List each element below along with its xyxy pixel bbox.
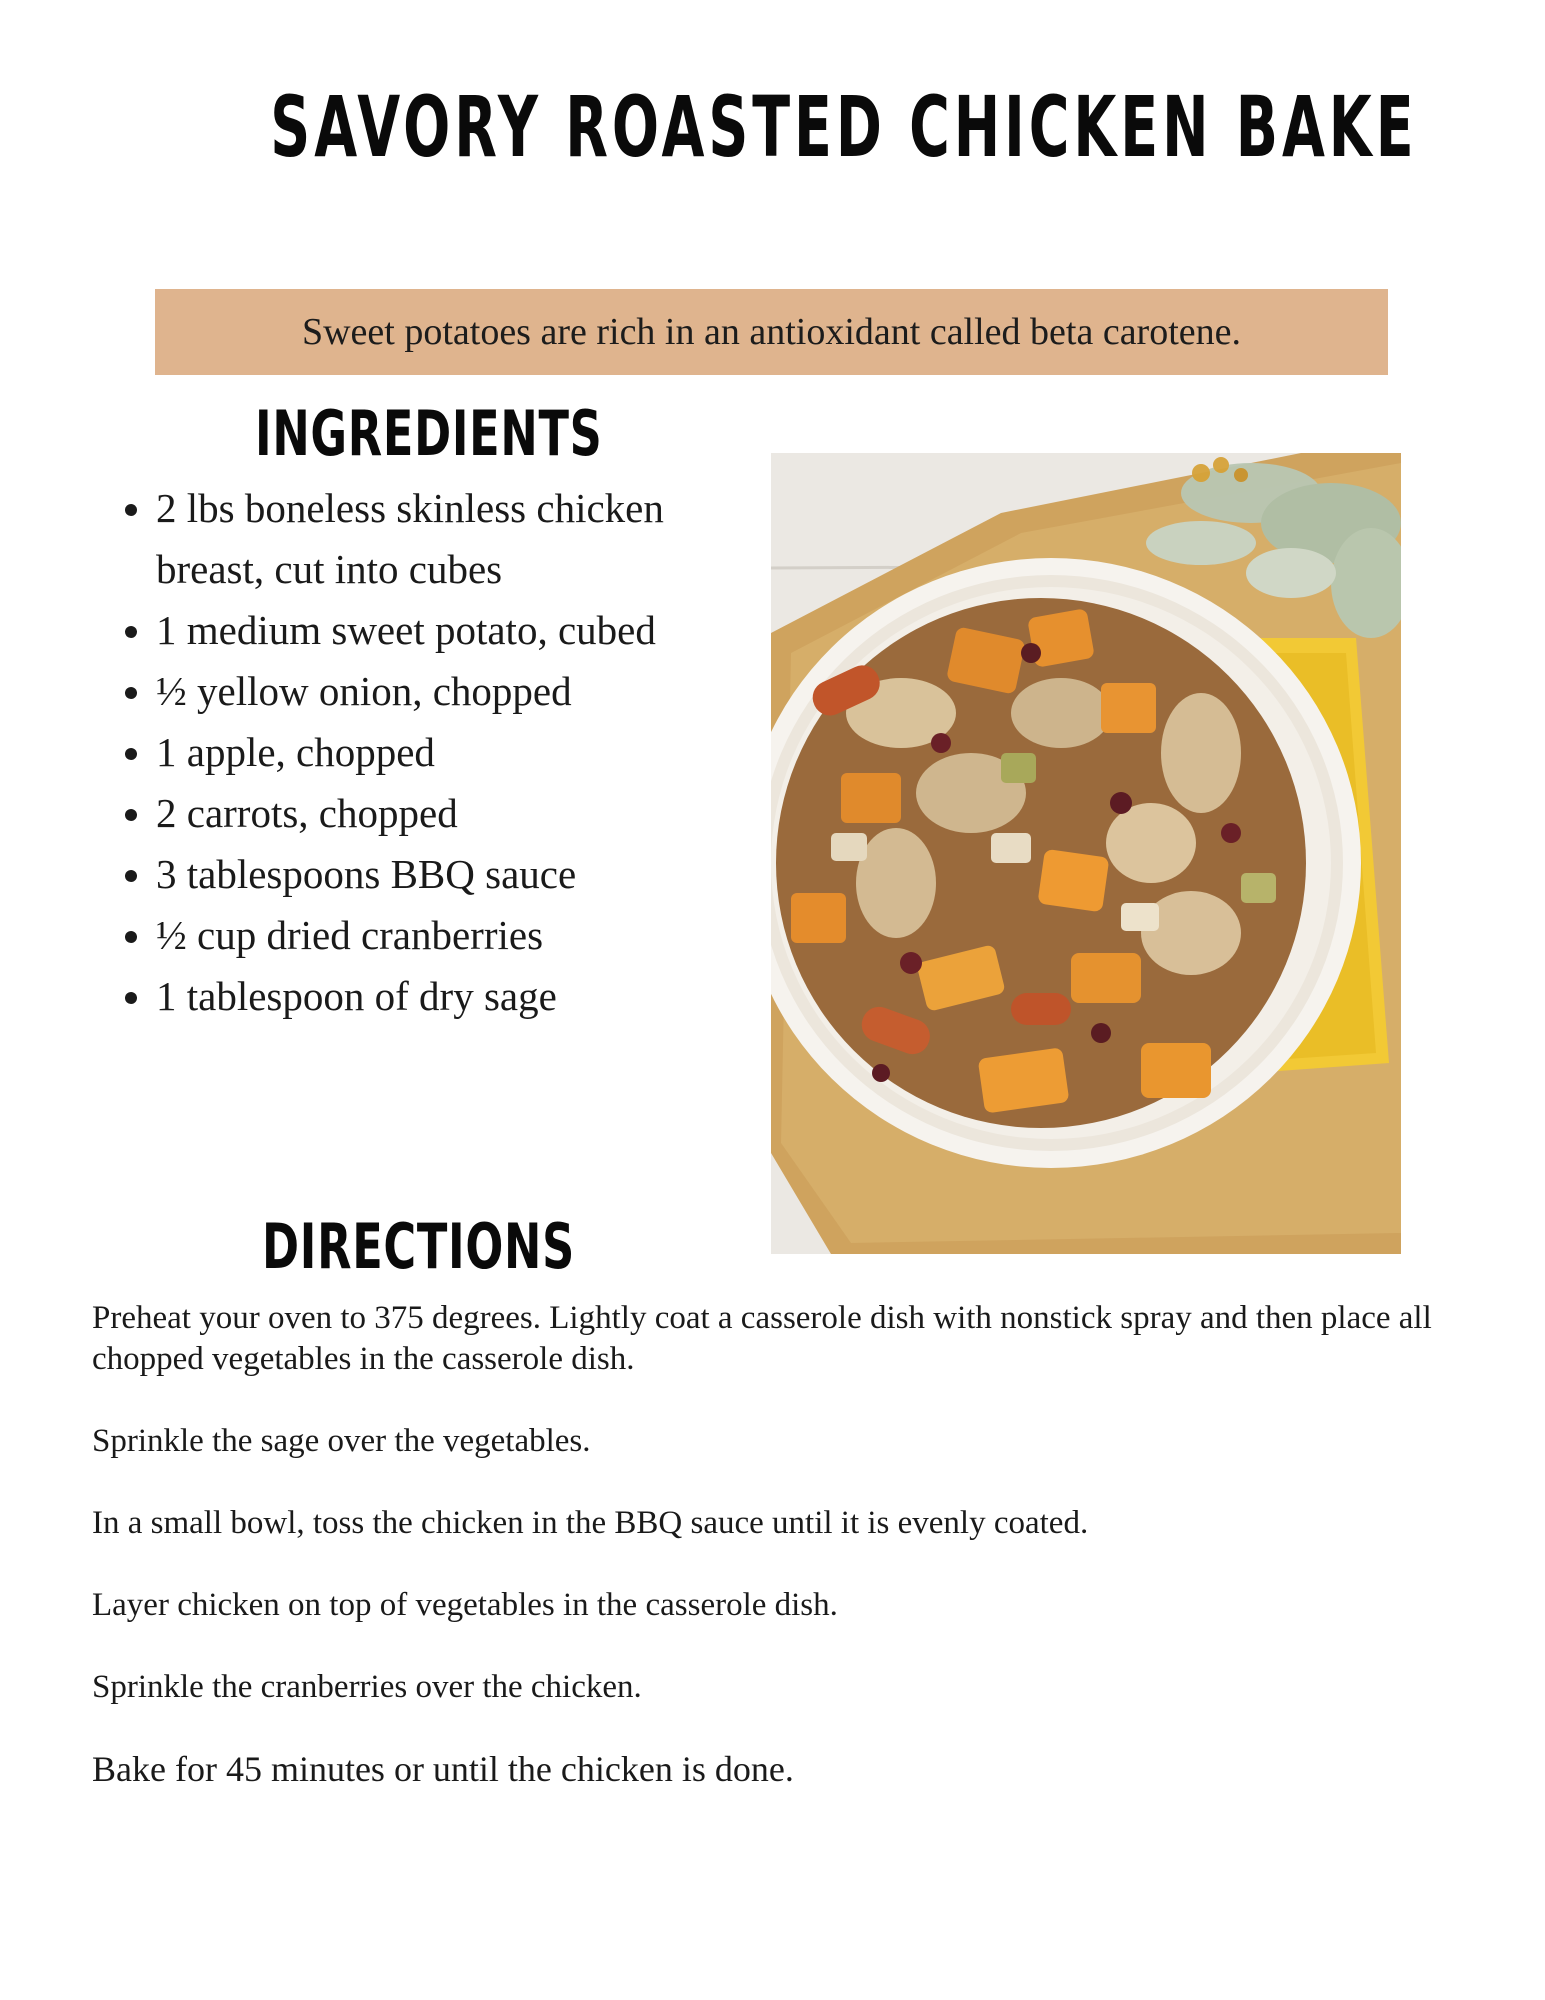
ingredient-item: • ½ cup dried cranberries [156,905,716,966]
ingredient-item: • ½ yellow onion, chopped [156,661,716,722]
directions-steps [92,1298,1472,1831]
direction-step: In a small bowl, toss the chicken in the BBQ sauce until it is evenly coated. [92,1505,1089,1541]
ingredient-item: • 1 apple, chopped [156,722,716,783]
ingredient-item: • 1 tablespoon of dry sage [156,966,716,1027]
direction-step: Preheat your oven to 375 degrees. Lightly coat a casserole dish with nonstick spray and then place all chopped vegetables in the casserole dish. [92,1300,1432,1377]
direction-step: Sprinkle the sage over the vegetables. [92,1423,591,1459]
direction-step: Bake for 45 minutes or until the chicken is done. [92,1749,794,1789]
ingredient-list [110,478,716,1027]
fact-text: Sweet potatoes are rich in an antioxidant called beta carotene. [301,311,1242,353]
ingredient-item: • 2 lbs boneless skinless chicken breast, cut into cubes [156,478,716,600]
ingredient-item: • 3 tablespoons BBQ sauce [156,844,716,905]
ingredient-item: • 2 carrots, chopped [156,783,716,844]
fact-banner [155,289,1388,375]
direction-step: Layer chicken on top of vegetables in the casserole dish. [92,1587,838,1623]
directions-heading: DIRECTIONS [262,1210,576,1283]
direction-step: Sprinkle the cranberries over the chicken. [92,1669,642,1705]
recipe-title: SAVORY ROASTED CHICKEN BAKE [270,78,1418,176]
ingredient-item: • 1 medium sweet potato, cubed [156,600,716,661]
recipe-photo [771,453,1401,1254]
ingredients-heading: INGREDIENTS [255,397,603,470]
